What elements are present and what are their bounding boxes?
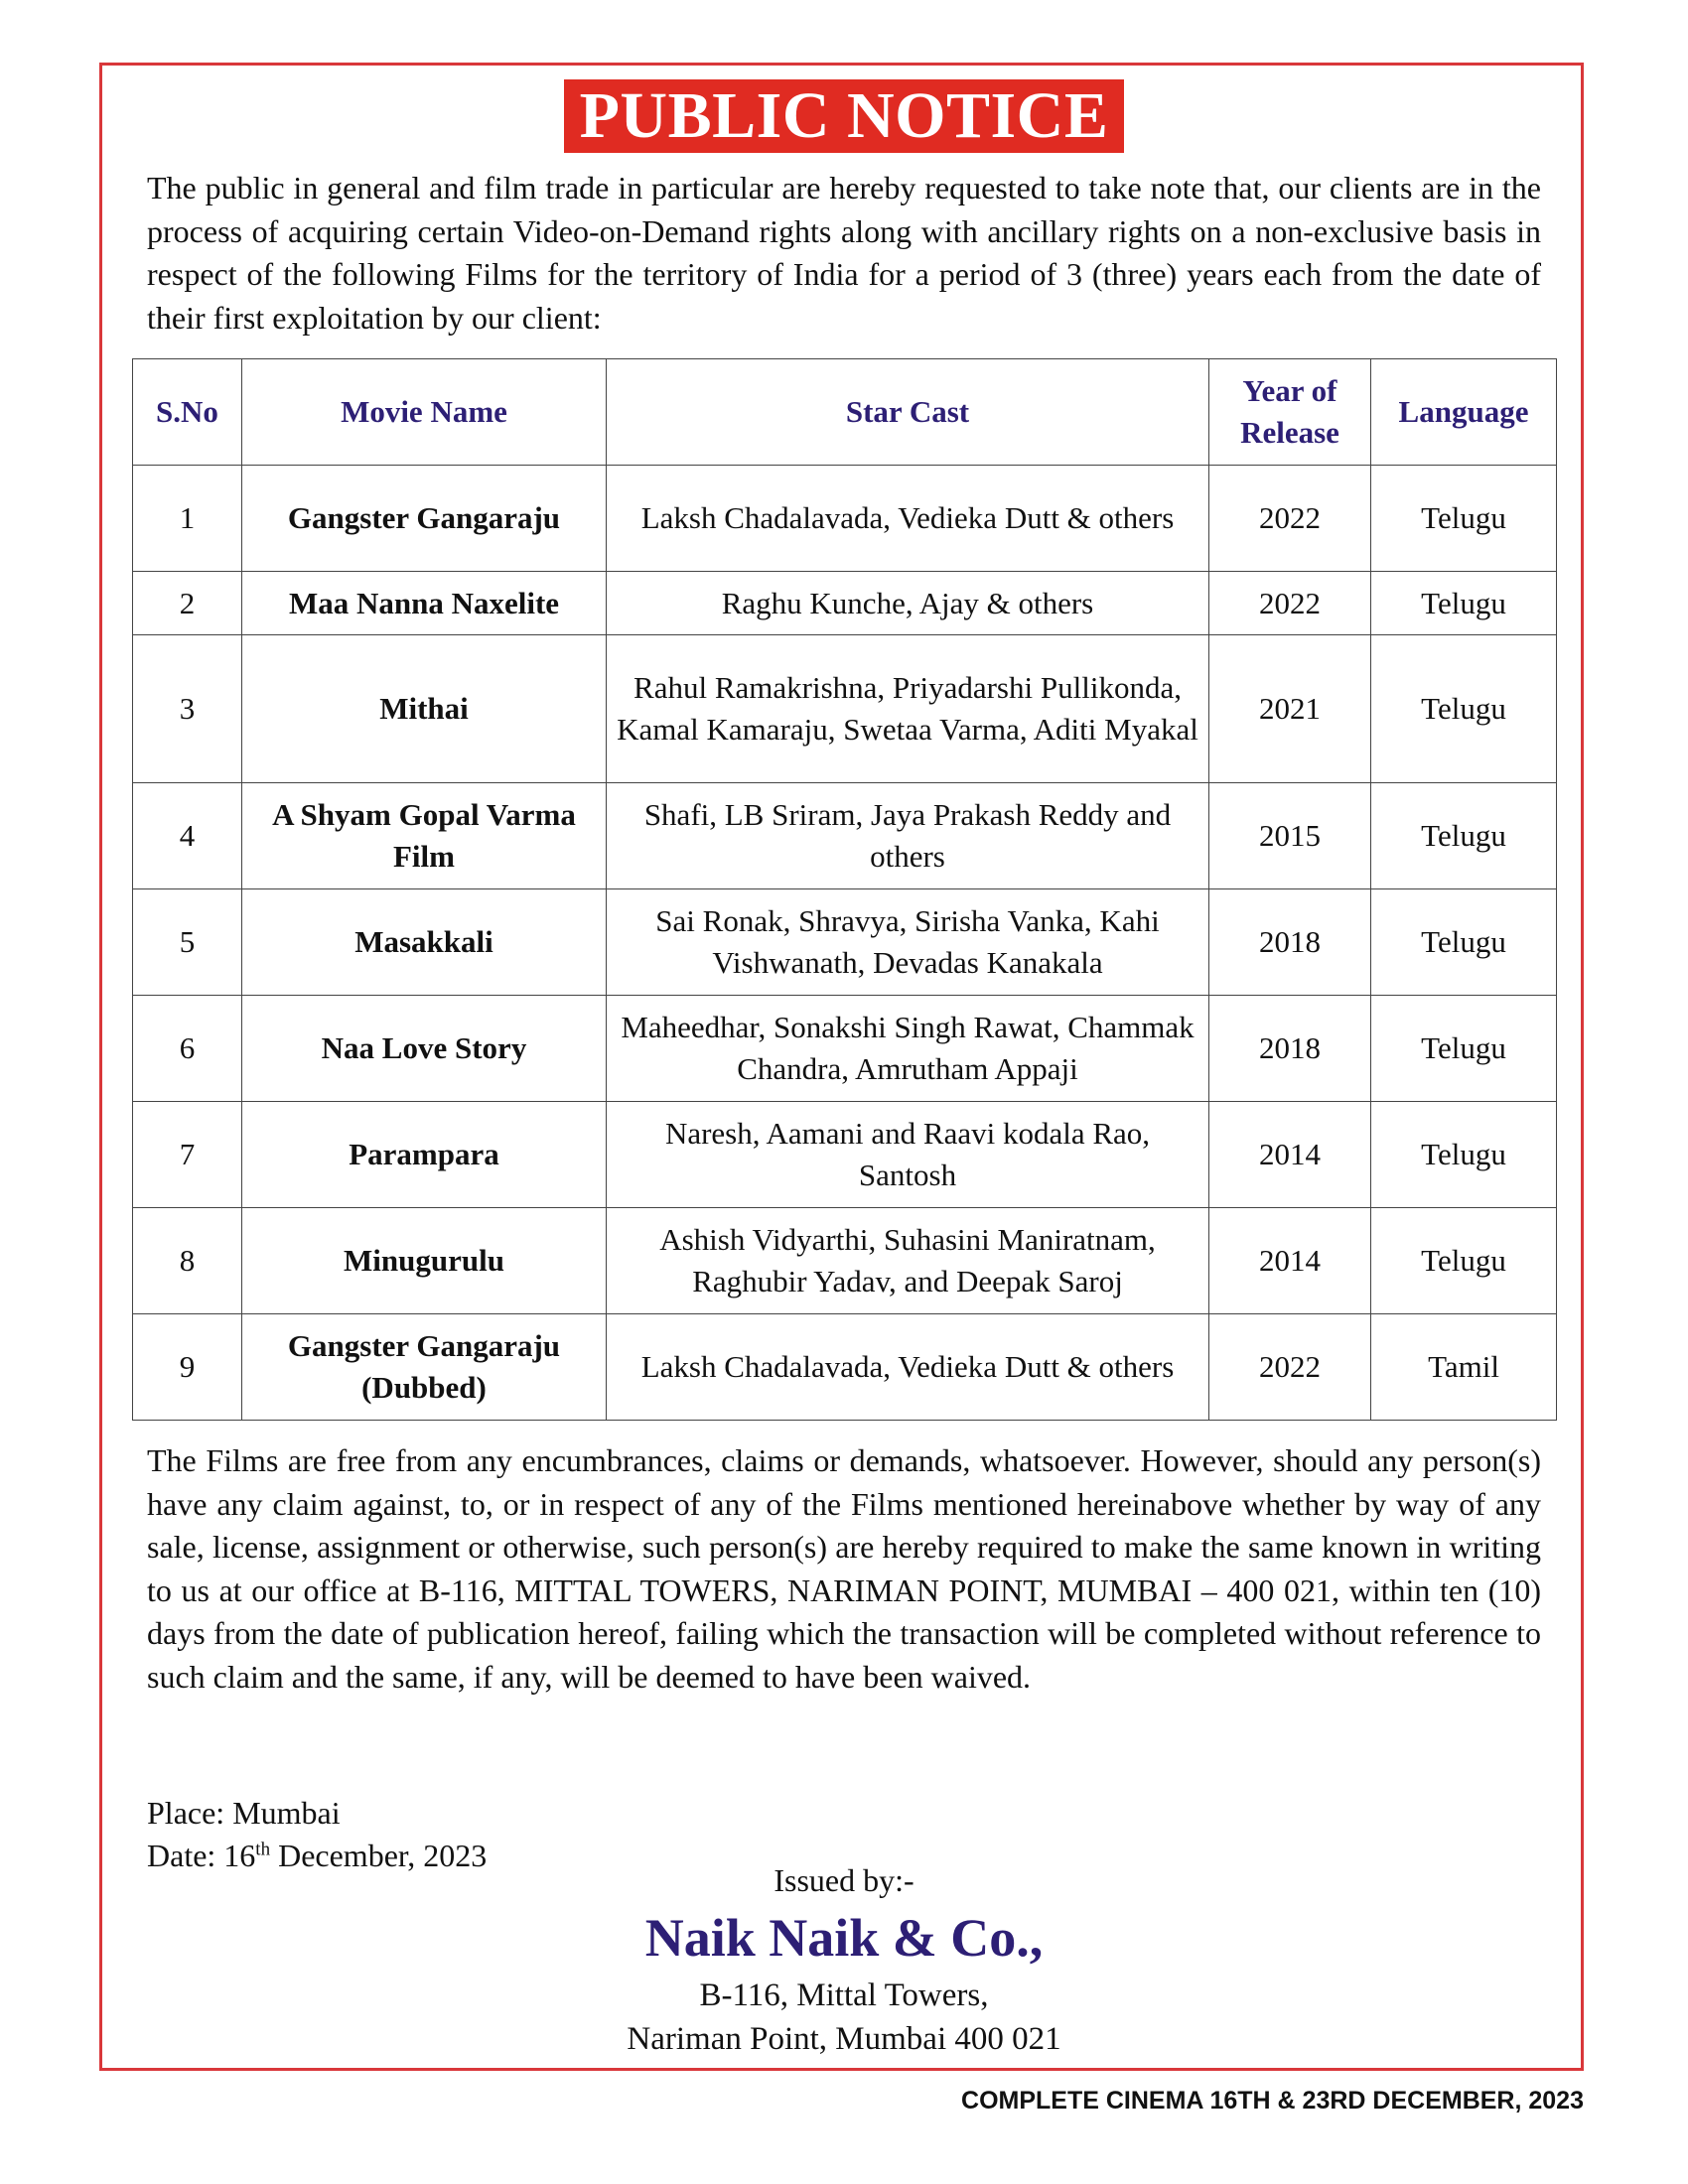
header-language: Language	[1371, 359, 1557, 466]
cell-sno: 1	[133, 466, 242, 572]
cell-year: 2022	[1209, 1314, 1371, 1421]
cell-year: 2022	[1209, 572, 1371, 635]
cell-language: Telugu	[1371, 1208, 1557, 1314]
table-row	[133, 572, 1557, 635]
date-ordinal: th	[255, 1839, 271, 1860]
cell-star-cast: Naresh, Aamani and Raavi kodala Rao, Santosh	[607, 1102, 1209, 1208]
cell-star-cast: Raghu Kunche, Ajay & others	[607, 572, 1209, 635]
cell-star-cast: Ashish Vidyarthi, Suhasini Maniratnam, Raghubir Yadav, and Deepak Saroj	[607, 1208, 1209, 1314]
cell-movie-name: Naa Love Story	[242, 996, 607, 1102]
table-row	[133, 635, 1557, 783]
cell-star-cast: Rahul Ramakrishna, Priyadarshi Pullikonda, Kamal Kamaraju, Swetaa Varma, Aditi Myakal	[607, 635, 1209, 783]
cell-movie-name: A Shyam Gopal Varma Film	[242, 783, 607, 889]
cell-language: Telugu	[1371, 572, 1557, 635]
firm-name: Naik Naik & Co.,	[644, 1908, 1044, 1968]
cell-sno: 5	[133, 889, 242, 996]
place-line: Place: Mumbai	[147, 1795, 341, 1831]
cell-sno: 3	[133, 635, 242, 783]
claims-paragraph: The Films are free from any encumbrances, claims or demands, whatsoever. However, should any person(s) have any claim against, to, or in respect of any of the Films mentioned hereinabove whether by way of any sale, license, assignment or otherwise, such person(s) are hereby required to make the same known in writing to us at our office at B-116, MITTAL TOWERS, NARIMAN POINT, MUMBAI – 400 021, within ten (10) days from the date of publication hereof, failing which the transaction will be completed without reference to such claim and the same, if any, will be deemed to have been waived.	[147, 1442, 1541, 1695]
notice-title: PUBLIC NOTICE	[564, 79, 1125, 153]
table-row	[133, 889, 1557, 996]
cell-sno: 9	[133, 1314, 242, 1421]
table-row	[133, 996, 1557, 1102]
cell-movie-name: Parampara	[242, 1102, 607, 1208]
date-suffix: December, 2023	[270, 1838, 488, 1873]
cell-year: 2022	[1209, 466, 1371, 572]
cell-language: Telugu	[1371, 889, 1557, 996]
table-row	[133, 466, 1557, 572]
header-year-line2: Release	[1240, 415, 1339, 450]
cell-sno: 2	[133, 572, 242, 635]
cell-language: Telugu	[1371, 783, 1557, 889]
cell-star-cast: Laksh Chadalavada, Vedieka Dutt & others	[607, 1314, 1209, 1421]
publication-footer: COMPLETE CINEMA 16TH & 23RD DECEMBER, 2023	[961, 2087, 1584, 2115]
cell-star-cast: Maheedhar, Sonakshi Singh Rawat, Chammak Chandra, Amrutham Appaji	[607, 996, 1209, 1102]
cell-sno: 4	[133, 783, 242, 889]
cell-star-cast: Shafi, LB Sriram, Jaya Prakash Reddy and others	[607, 783, 1209, 889]
cell-year: 2015	[1209, 783, 1371, 889]
cell-movie-name: Mithai	[242, 635, 607, 783]
header-sno: S.No	[133, 359, 242, 466]
cell-year: 2014	[1209, 1102, 1371, 1208]
table-row	[133, 783, 1557, 889]
cell-language: Telugu	[1371, 996, 1557, 1102]
cell-sno: 6	[133, 996, 242, 1102]
header-year-of-release	[1209, 359, 1371, 466]
header-movie-name: Movie Name	[242, 359, 607, 466]
firm-address-line1: B-116, Mittal Towers,	[699, 1978, 989, 2013]
header-star-cast: Star Cast	[607, 359, 1209, 466]
table-header-row	[133, 359, 1557, 466]
intro-paragraph: The public in general and film trade in particular are hereby requested to take note that, our clients are in the process of acquiring certain Video-on-Demand rights along with ancillary rights on a non-exclusive basis in respect of the following Films for the territory of India for a period of 3 (three) years each from the date of their first exploitation by our client:	[147, 170, 1541, 336]
cell-language: Telugu	[1371, 635, 1557, 783]
cell-language: Telugu	[1371, 466, 1557, 572]
cell-year: 2014	[1209, 1208, 1371, 1314]
cell-year: 2018	[1209, 996, 1371, 1102]
cell-star-cast: Sai Ronak, Shravya, Sirisha Vanka, Kahi Vishwanath, Devadas Kanakala	[607, 889, 1209, 996]
cell-movie-name: Maa Nanna Naxelite	[242, 572, 607, 635]
cell-year: 2018	[1209, 889, 1371, 996]
cell-movie-name: Gangster Gangaraju	[242, 466, 607, 572]
issued-by: Issued by:-	[774, 1862, 914, 1898]
table-row	[133, 1102, 1557, 1208]
title-banner	[0, 79, 1688, 153]
cell-year: 2021	[1209, 635, 1371, 783]
cell-sno: 8	[133, 1208, 242, 1314]
header-year-line1: Year of	[1242, 373, 1337, 408]
cell-movie-name: Gangster Gangaraju (Dubbed)	[242, 1314, 607, 1421]
cell-movie-name: Minugurulu	[242, 1208, 607, 1314]
films-table	[132, 358, 1557, 1421]
firm-address-line2: Nariman Point, Mumbai 400 021	[627, 2021, 1061, 2057]
table-row	[133, 1208, 1557, 1314]
date-prefix: Date: 16	[147, 1838, 256, 1873]
cell-star-cast: Laksh Chadalavada, Vedieka Dutt & others	[607, 466, 1209, 572]
cell-sno: 7	[133, 1102, 242, 1208]
cell-movie-name: Masakkali	[242, 889, 607, 996]
cell-language: Telugu	[1371, 1102, 1557, 1208]
cell-language: Tamil	[1371, 1314, 1557, 1421]
table-row	[133, 1314, 1557, 1421]
